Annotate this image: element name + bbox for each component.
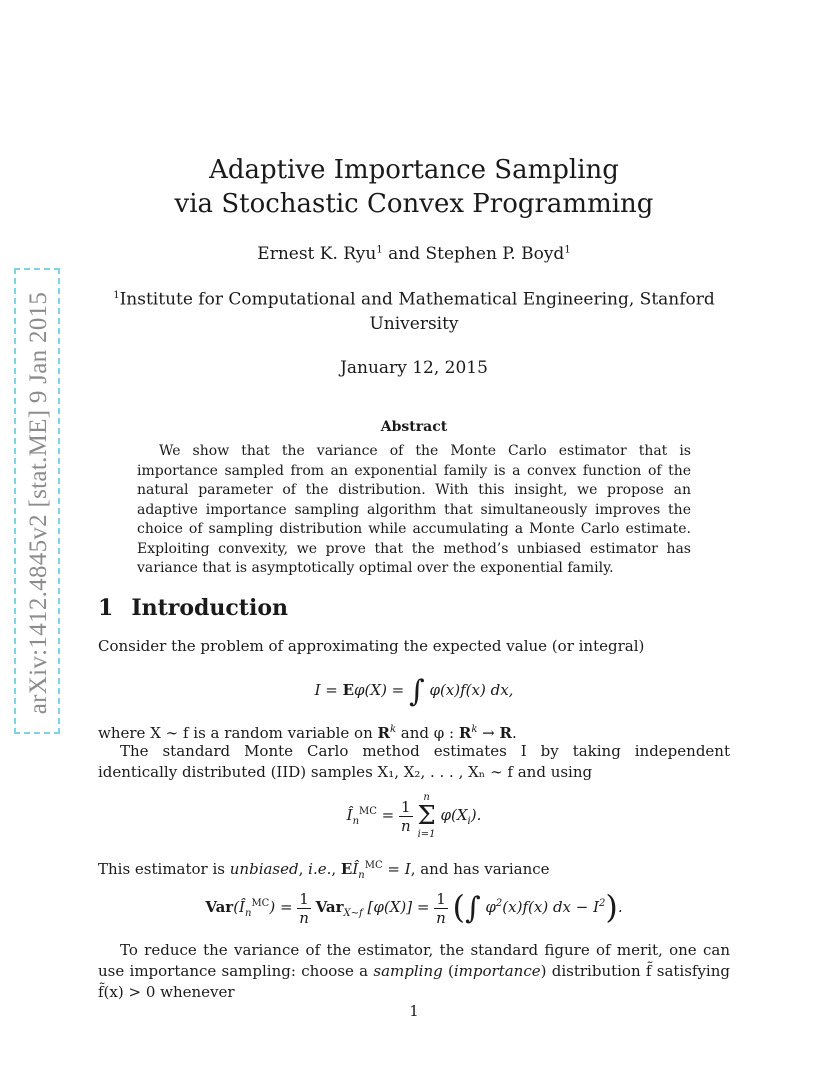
paragraph-3: The standard Monte Carlo method estimates I by taking independent identically distributed (IID) samples X₁, X₂, . . . , Xₙ ∼ f and using: [98, 742, 730, 781]
paragraph-4: This estimator is unbiased, i.e., $EÎ_n^{MC} = I$, and has variance: [98, 860, 550, 881]
equation-expected-value: I = Eφ(X) = ∫ φ(x)f(x) dx,: [314, 674, 514, 709]
p4-ie: i.e.: [308, 860, 332, 878]
p4-unbiased: unbiased: [229, 860, 299, 878]
equation-variance: $Var(Î_n^{MC})$ = $\frac{1}{n}$ Var$_{X\sim f}$ [φ(X)] = $\frac{1}{n}$ (∫ $\varphi^2(x)f(x)$ dx − $I^2$).: [205, 888, 623, 927]
authors-and: and: [388, 244, 421, 264]
p4-part-e: , and has variance: [410, 860, 550, 878]
paper-date: January 12, 2015: [340, 358, 488, 378]
arxiv-stamp-text: arXiv:1412.4845v2 [stat.ME] 9 Jan 2015: [25, 291, 52, 715]
title-line-2: via Stochastic Convex Programming: [174, 189, 654, 219]
affiliation-marker: 1: [113, 290, 120, 301]
paragraph-2: where X ∼ f is a random variable on $R^k$ and φ : $R^k \to R$.: [98, 724, 517, 742]
paper-title: [0, 153, 828, 221]
p5-importance: importance: [453, 962, 541, 980]
paragraph-1: Consider the problem of approximating the expected value (or integral): [98, 637, 645, 655]
authors: [0, 244, 828, 264]
section-number: 1: [98, 595, 114, 621]
p2-part-c: →: [477, 724, 500, 742]
abstract-heading: Abstract: [380, 419, 448, 435]
affiliation-line-1: Institute for Computational and Mathematical Engineering, Stanford: [119, 289, 715, 310]
p2-part-b: and φ :: [396, 724, 459, 742]
equation-mc-estimator: $Î_n^{MC}$ = $\frac{1}{n}$ n Σ i=1 $\varphi(X_i)$.: [346, 792, 482, 840]
author-1: Ernest K. Ryu: [257, 244, 377, 264]
section-title: Introduction: [131, 595, 288, 621]
p5-sampling: sampling: [373, 962, 443, 980]
p4-part-a: This estimator is: [98, 860, 230, 878]
p2-part-a: where X ∼ f is a random variable on: [98, 724, 378, 742]
author-2-affil: 1: [564, 244, 571, 256]
p5-part-a: To reduce the variance of the estimator, the standard figure of merit, one can use importance sampling: choose a: [98, 941, 730, 980]
affiliation-line-2: University: [369, 313, 459, 334]
affiliation: [100, 284, 728, 336]
author-2: Stephen P. Boyd: [425, 244, 565, 264]
author-1-affil: 1: [376, 244, 383, 256]
section-heading: [98, 595, 288, 621]
title-line-1: Adaptive Importance Sampling: [209, 155, 619, 185]
p5-part-d: distribution f̃ satisfying f̃(x) > 0 whenever: [98, 962, 730, 1001]
page-number: 1: [409, 1002, 419, 1020]
abstract-body: We show that the variance of the Monte Carlo estimator that is importance sampled from an exponential family is a convex function of the natural parameter of the distribution. With this insight, we propose an adaptive importance sampling algorithm that simultaneously improves the choice of sampling distribution while accumulating a Monte Carlo estimate. Exploiting convexity, we prove that the method’s unbiased estimator has variance that is asymptotically optimal over the exponential family.: [137, 443, 691, 576]
paragraph-5: To reduce the variance of the estimator, the standard figure of merit, one can use importance sampling: choose a sampling (importance) distribution f̃ satisfying f̃(x) > 0 whenever: [98, 941, 730, 1001]
arxiv-stamp: [14, 268, 60, 734]
p4-part-c: ,: [298, 860, 309, 878]
